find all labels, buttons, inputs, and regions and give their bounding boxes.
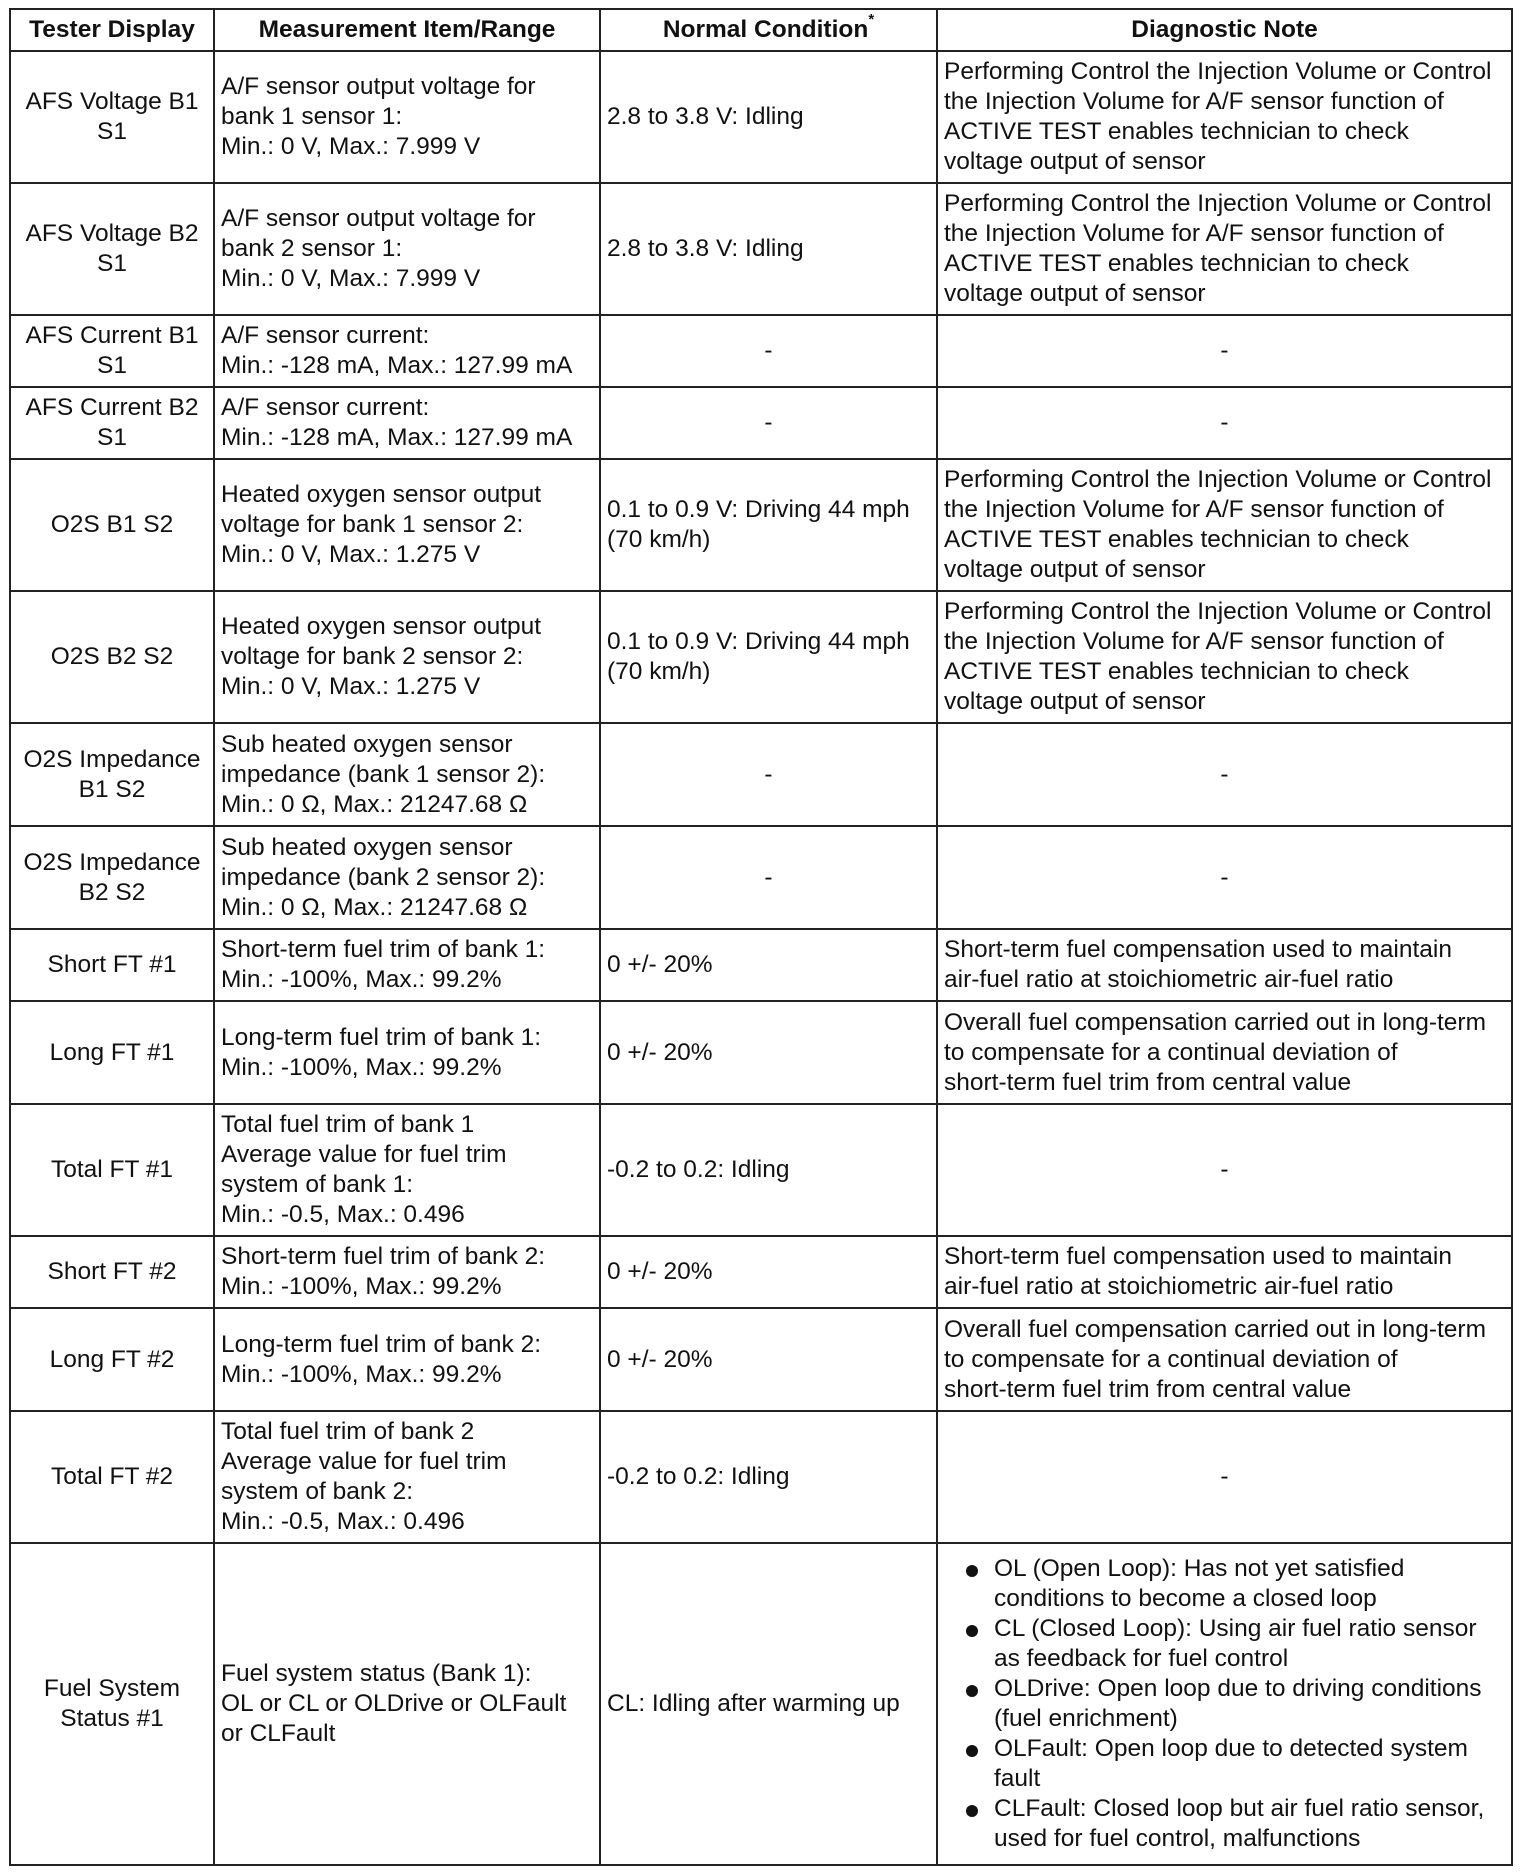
tester-display-cell [10,51,214,183]
normal-condition-cell [600,1308,937,1411]
measurement-cell [214,1104,600,1236]
header-diagnostic-note: Diagnostic Note [937,9,1512,51]
header-measurement-item: Measurement Item/Range [214,9,600,51]
diagnostic-note-text: Overall fuel compensation carried out in long-term [944,1315,1486,1343]
bullet-text: as feedback for fuel control [994,1645,1289,1672]
measurement-text: Min.: 0 Ω, Max.: 21247.68 Ω [221,893,528,921]
measurement-text: bank 1 sensor 1: [221,103,403,130]
measurement-text: Min.: 0 V, Max.: 1.275 V [221,673,481,700]
tester-display-text: Long FT #1 [49,1038,175,1066]
tester-display-cell [10,1543,214,1865]
diagnostic-note-text: Overall fuel compensation carried out in long-term [944,1008,1486,1036]
measurement-cell [214,387,600,459]
diagnostic-note-cell [937,1001,1512,1104]
table-row [10,591,1512,723]
diagnostic-note-text: voltage output of sensor [944,556,1206,583]
tester-display-text: AFS Voltage B1 [25,88,199,115]
measurement-text: Sub heated oxygen sensor [221,730,513,758]
normal-condition-text: 2.8 to 3.8 V: Idling [607,103,804,130]
normal-condition-cell [600,1104,937,1236]
tester-display-cell [10,1308,214,1411]
measurement-text: impedance (bank 2 sensor 2): [221,863,546,891]
tester-display-text: S1 [97,424,127,451]
tester-display-text: S1 [97,250,127,277]
measurement-cell [214,1543,600,1865]
table-row [10,1236,1512,1308]
footnote-mark: * [868,10,875,28]
normal-condition-text: 0 +/- 20% [607,1258,713,1285]
diagnostic-note-text: short-term fuel trim from central value [944,1375,1352,1403]
tester-display-text: AFS Voltage B2 [25,220,199,247]
normal-condition-cell [600,1543,937,1865]
measurement-text: Short-term fuel trim of bank 2: [221,1243,546,1270]
measurement-text: Min.: -128 mA, Max.: 127.99 mA [221,352,573,379]
normal-condition-cell [600,459,937,591]
measurement-text: Min.: 0 V, Max.: 1.275 V [221,541,481,568]
tester-display-cell [10,315,214,387]
diagnostic-note-text: the Injection Volume for A/F sensor function of [944,220,1444,247]
diagnostic-note-cell [937,929,1512,1001]
tester-display-text: AFS Current B2 [25,394,199,421]
measurement-text: system of bank 1: [221,1171,414,1198]
tester-display-cell [10,1104,214,1236]
tester-display-cell [10,183,214,315]
diagnostic-note-text: Short-term fuel compensation used to maintain [944,936,1452,963]
diagnostic-note-text: short-term fuel trim from central value [944,1068,1352,1096]
measurement-text: Fuel system status (Bank 1): [221,1660,532,1687]
table-row [10,183,1512,315]
tester-display-text: O2S Impedance [23,848,201,876]
diagnostic-note-text: - [1220,1463,1229,1490]
tester-display-text: O2S B2 S2 [50,643,174,670]
tester-display-text: B1 S2 [78,775,146,803]
normal-condition-cell [600,387,937,459]
table-header-row [10,9,1512,51]
tester-display-text: Total FT #1 [50,1156,174,1183]
measurement-cell [214,1411,600,1543]
normal-condition-text: 0 +/- 20% [607,1345,713,1373]
normal-condition-text: 0 +/- 20% [607,1038,713,1066]
diagnostic-note-text: the Injection Volume for A/F sensor function of [944,496,1444,523]
normal-condition-text: CL: Idling after warming up [607,1690,900,1717]
measurement-text: Sub heated oxygen sensor [221,833,513,861]
measurement-text: Min.: -100%, Max.: 99.2% [221,1053,502,1081]
measurement-cell [214,1001,600,1104]
normal-condition-text: - [764,863,773,891]
bullet-text: OL (Open Loop): Has not yet satisfied [994,1555,1405,1582]
tester-display-cell [10,1411,214,1543]
diagnostic-note-cell [937,1236,1512,1308]
normal-condition-text: - [764,409,773,436]
diagnostic-note-cell [937,723,1512,826]
measurement-cell [214,723,600,826]
measurement-cell [214,51,600,183]
diagnostic-note-text: Short-term fuel compensation used to maintain [944,1243,1452,1270]
measurement-text: system of bank 2: [221,1478,414,1505]
measurement-text: Min.: 0 V, Max.: 7.999 V [221,133,481,160]
diagnostic-note-text: air-fuel ratio at stoichiometric air-fuel ratio [944,966,1394,993]
bullet-icon [966,1685,978,1697]
normal-condition-text: 0.1 to 0.9 V: Driving 44 mph [607,496,910,523]
bullet-text: (fuel enrichment) [994,1705,1178,1732]
table-row [10,1411,1512,1543]
bullet-icon [966,1625,978,1637]
diagnostic-note-text: Performing Control the Injection Volume or Control [944,58,1492,85]
normal-condition-cell [600,723,937,826]
measurement-cell [214,183,600,315]
measurement-text: Total fuel trim of bank 1 [221,1111,475,1138]
measurement-text: A/F sensor output voltage for [221,73,536,100]
list-item [944,1734,1505,1794]
diagnostic-note-text: voltage output of sensor [944,688,1206,715]
table-row [10,826,1512,929]
diagnostic-note-text: voltage output of sensor [944,280,1206,307]
bullet-text: conditions to become a closed loop [994,1585,1377,1612]
measurement-text: Min.: -0.5, Max.: 0.496 [221,1201,465,1228]
tester-display-cell [10,459,214,591]
tester-display-text: O2S B1 S2 [50,511,174,538]
table-row [10,459,1512,591]
measurement-cell [214,459,600,591]
diagnostic-note-text: to compensate for a continual deviation of [944,1038,1398,1066]
measurement-text: impedance (bank 1 sensor 2): [221,760,546,788]
diagnostic-note-text: the Injection Volume for A/F sensor function of [944,88,1444,115]
header-normal-condition-label: Normal Condition [662,16,869,43]
header-normal-condition [600,9,937,51]
diagnostic-note-text: to compensate for a continual deviation of [944,1345,1398,1373]
measurement-text: OL or CL or OLDrive or OLFault [221,1690,567,1717]
measurement-text: Average value for fuel trim [221,1141,507,1168]
bullet-text: CL (Closed Loop): Using air fuel ratio sensor [994,1615,1477,1642]
table-body [10,51,1512,1865]
table-row [10,387,1512,459]
tester-display-text: Short FT #1 [47,951,177,978]
normal-condition-text: - [764,760,773,788]
measurement-text: Heated oxygen sensor output [221,481,542,508]
measurement-text: Average value for fuel trim [221,1448,507,1475]
tester-display-text: Status #1 [60,1705,164,1732]
diagnostic-note-cell [937,1411,1512,1543]
measurement-text: Short-term fuel trim of bank 1: [221,936,546,963]
tester-display-cell [10,1236,214,1308]
diagnostic-note-text: ACTIVE TEST enables technician to check [944,118,1409,145]
normal-condition-cell [600,591,937,723]
list-item [944,1614,1505,1674]
normal-condition-text: (70 km/h) [607,658,711,685]
tester-display-text: Long FT #2 [49,1345,175,1373]
diagnostic-note-cell [937,387,1512,459]
bullet-text: fault [994,1765,1041,1792]
diagnostic-note-text: ACTIVE TEST enables technician to check [944,250,1409,277]
diagnostic-note-cell [937,591,1512,723]
diagnostic-note-text: - [1220,337,1229,364]
measurement-text: Min.: -100%, Max.: 99.2% [221,1273,502,1300]
tester-display-cell [10,591,214,723]
measurement-cell [214,1308,600,1411]
diagnostic-note-cell [937,826,1512,929]
tester-display-text: Total FT #2 [50,1463,174,1490]
normal-condition-cell [600,1411,937,1543]
table-row [10,1104,1512,1236]
diagnostic-note-text: - [1220,409,1229,436]
list-item [944,1674,1505,1734]
tester-display-cell [10,929,214,1001]
diagnostic-note-text: air-fuel ratio at stoichiometric air-fuel ratio [944,1273,1394,1300]
measurement-text: Min.: -100%, Max.: 99.2% [221,1360,502,1388]
table-row [10,1543,1512,1865]
measurement-text: Total fuel trim of bank 2 [221,1418,475,1445]
normal-condition-cell [600,929,937,1001]
measurement-text: voltage for bank 1 sensor 2: [221,511,524,538]
diagnostic-note-text: - [1220,1156,1229,1183]
measurement-text: Min.: -128 mA, Max.: 127.99 mA [221,424,573,451]
diagnostic-note-text: Performing Control the Injection Volume or Control [944,190,1492,217]
normal-condition-text: 0 +/- 20% [607,951,713,978]
diagnostic-note-text: ACTIVE TEST enables technician to check [944,526,1409,553]
diagnostic-note-cell [937,183,1512,315]
diagnostic-note-text: the Injection Volume for A/F sensor function of [944,628,1444,655]
measurement-text: A/F sensor output voltage for [221,205,536,232]
measurement-text: Min.: 0 V, Max.: 7.999 V [221,265,481,292]
tester-display-cell [10,1001,214,1104]
normal-condition-text: -0.2 to 0.2: Idling [607,1463,790,1490]
normal-condition-cell [600,1236,937,1308]
normal-condition-cell [600,51,937,183]
measurement-text: Min.: -100%, Max.: 99.2% [221,966,502,993]
measurement-text: voltage for bank 2 sensor 2: [221,643,524,670]
measurement-text: A/F sensor current: [221,322,430,349]
bullet-text: OLFault: Open loop due to detected system [994,1735,1468,1762]
measurement-text: bank 2 sensor 1: [221,235,403,262]
measurement-text: Min.: -0.5, Max.: 0.496 [221,1508,465,1535]
measurement-text: Long-term fuel trim of bank 1: [221,1023,542,1051]
diagnostic-note-text: Performing Control the Injection Volume or Control [944,598,1492,625]
tester-display-cell [10,723,214,826]
measurement-cell [214,1236,600,1308]
measurement-text: A/F sensor current: [221,394,430,421]
diagnostic-note-text: - [1220,863,1229,891]
diagnostic-note-cell [937,51,1512,183]
measurement-cell [214,315,600,387]
table-row [10,723,1512,826]
measurement-cell [214,591,600,723]
table-row [10,929,1512,1001]
diagnostic-note-text: Performing Control the Injection Volume or Control [944,466,1492,493]
diagnostic-note-cell [937,459,1512,591]
table-row [10,315,1512,387]
normal-condition-cell [600,1001,937,1104]
bullet-icon [966,1565,978,1577]
bullet-icon [966,1805,978,1817]
bullet-text: CLFault: Closed loop but air fuel ratio sensor, [994,1795,1485,1822]
normal-condition-text: -0.2 to 0.2: Idling [607,1156,790,1183]
measurement-text: or CLFault [221,1720,336,1747]
table-row [10,1001,1512,1104]
bullet-text: OLDrive: Open loop due to driving conditions [994,1675,1482,1702]
normal-condition-text: 0.1 to 0.9 V: Driving 44 mph [607,628,910,655]
diagnostic-note-cell [937,1543,1512,1865]
tester-display-text: Fuel System [43,1675,181,1702]
measurement-text: Min.: 0 Ω, Max.: 21247.68 Ω [221,790,528,818]
list-item [944,1554,1505,1614]
header-tester-display: Tester Display [10,9,214,51]
diagnostic-note-text: - [1220,760,1229,788]
status-bullet-list [944,1554,1505,1854]
normal-condition-cell [600,315,937,387]
tester-display-text: S1 [97,118,127,145]
bullet-text: used for fuel control, malfunctions [994,1825,1361,1852]
tester-display-text: O2S Impedance [23,745,201,773]
normal-condition-cell [600,183,937,315]
normal-condition-text: 2.8 to 3.8 V: Idling [607,235,804,262]
tester-display-text: Short FT #2 [47,1258,177,1285]
tester-display-cell [10,826,214,929]
measurement-cell [214,929,600,1001]
tester-display-text: S1 [97,352,127,379]
normal-condition-text: - [764,337,773,364]
table-row [10,1308,1512,1411]
bullet-icon [966,1745,978,1757]
measurement-text: Heated oxygen sensor output [221,613,542,640]
diagnostic-note-cell [937,1104,1512,1236]
normal-condition-cell [600,826,937,929]
list-item [944,1794,1505,1854]
diagnostic-note-text: voltage output of sensor [944,148,1206,175]
tester-display-text: AFS Current B1 [25,322,199,349]
diagnostic-note-text: ACTIVE TEST enables technician to check [944,658,1409,685]
measurement-cell [214,826,600,929]
data-list-table [9,8,1513,1866]
table-row [10,51,1512,183]
normal-condition-text: (70 km/h) [607,526,711,553]
tester-display-text: B2 S2 [78,878,146,906]
diagnostic-note-cell [937,315,1512,387]
diagnostic-note-cell [937,1308,1512,1411]
tester-display-cell [10,387,214,459]
measurement-text: Long-term fuel trim of bank 2: [221,1330,542,1358]
